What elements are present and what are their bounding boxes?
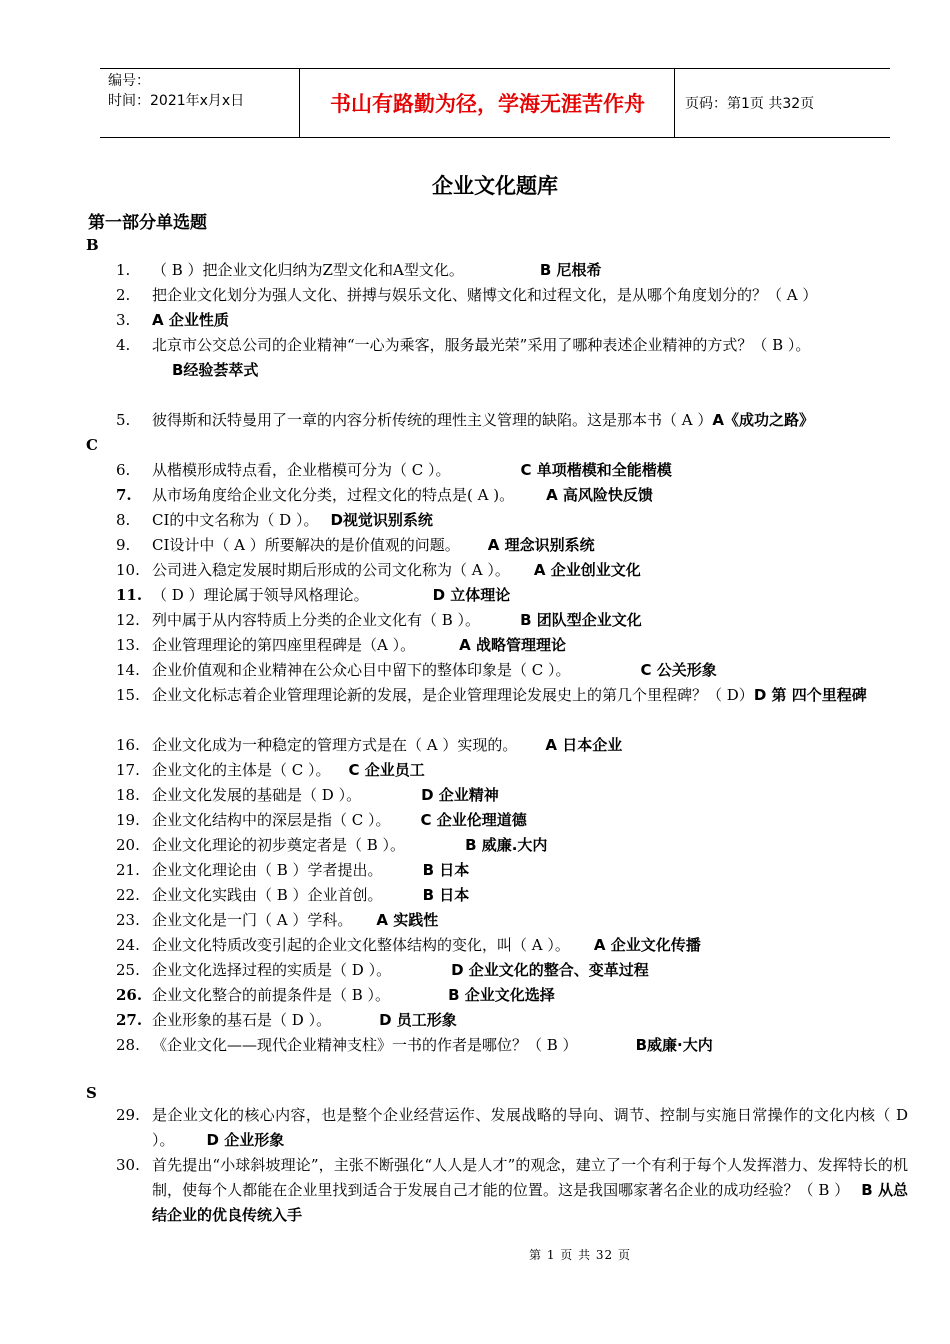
question-item <box>116 808 908 833</box>
question-item <box>116 733 908 758</box>
question-answer: B 从总结企业的优良传统入手 <box>152 1181 908 1224</box>
question-text: 公司进入稳定发展时期后形成的公司文化称为（ A ）。 <box>152 561 510 579</box>
page-footer <box>0 1246 950 1263</box>
question-number: 11. <box>116 586 143 604</box>
question-answer: A 高风险快反馈 <box>546 486 653 504</box>
question-answer: A 日本企业 <box>545 736 623 754</box>
question-answer: D 员工形象 <box>379 1011 457 1029</box>
code-label: 编号： <box>108 73 150 89</box>
question-number: 17. <box>116 761 140 779</box>
question-answer: A《成功之路》 <box>712 411 814 429</box>
question-number: 7. <box>116 486 132 504</box>
question-item <box>116 1153 908 1228</box>
question-number: 13. <box>116 636 140 654</box>
question-item <box>116 308 908 333</box>
question-number: 27. <box>116 1011 143 1029</box>
question-item <box>116 483 908 508</box>
question-number: 14. <box>116 661 140 679</box>
header-meta-cell <box>100 69 300 137</box>
question-number: 12. <box>116 611 140 629</box>
question-text: 企业文化理论由（ B ）学者提出。 <box>152 861 383 879</box>
question-item <box>116 1103 908 1153</box>
question-item <box>116 1008 908 1033</box>
question-item <box>116 258 908 283</box>
question-text: 企业价值观和企业精神在公众心目中留下的整体印象是（ C ）。 <box>152 661 571 679</box>
question-item <box>116 833 908 858</box>
question-number: 29. <box>116 1106 140 1124</box>
question-text: 企业文化结构中的深层是指（ C ）。 <box>152 811 391 829</box>
question-text: 企业文化成为一种稳定的管理方式是在（ A ）实现的。 <box>152 736 518 754</box>
question-item <box>116 908 908 933</box>
question-text: 企业管理理论的第四座里程碑是（A ）。 <box>152 636 416 654</box>
question-answer: B 尼根希 <box>539 261 602 279</box>
question-text: 首先提出“小球斜坡理论”，主张不断强化“人人是人才”的观念，建立了一个有利于每个人发挥潜力、发挥特长的机制，使每个人都能在企业里找到适合于发展自己才能的位置。这是我国哪家著名企业的成功经验？（ B ） <box>152 1156 908 1199</box>
page-header <box>100 68 890 138</box>
question-answer: C 企业员工 <box>348 761 425 779</box>
question-text: 是企业文化的核心内容，也是整个企业经营运作、发展战略的导向、调节、控制与实施日常操作的文化内核（ D ）。 <box>152 1106 908 1149</box>
question-item <box>116 558 908 583</box>
question-number: 5. <box>116 411 131 429</box>
question-item <box>116 608 908 633</box>
question-text: 企业文化发展的基础是（ D ）。 <box>152 786 362 804</box>
question-item <box>116 458 908 483</box>
question-text: 彼得斯和沃特曼用了一章的内容分析传统的理性主义管理的缺陷。这是那本书（ A ） <box>152 411 713 429</box>
question-text: 北京市公交总公司的企业精神“一心为乘客，服务最光荣”采用了哪种表述企业精神的方式？（ B ）。 <box>152 336 811 354</box>
question-answer: C 单项楷模和全能楷模 <box>520 461 672 479</box>
question-answer: B 威廉.大内 <box>465 836 548 854</box>
question-answer: C 公关形象 <box>640 661 717 679</box>
question-number: 30. <box>116 1156 140 1174</box>
question-number: 26. <box>116 986 143 1004</box>
question-answer: A 企业文化传播 <box>593 936 701 954</box>
question-number: 3. <box>116 311 131 329</box>
document-title: 企业文化题库 <box>432 174 558 198</box>
question-answer: D 企业精神 <box>421 786 499 804</box>
question-answer: C 企业伦理道德 <box>420 811 527 829</box>
question-text: 企业文化整合的前提条件是（ B ）。 <box>152 986 391 1004</box>
question-answer: A 实践性 <box>376 911 439 929</box>
question-item <box>116 858 908 883</box>
question-item <box>116 583 908 608</box>
question-number: 4. <box>116 336 131 354</box>
question-answer: D视觉识别系统 <box>330 511 433 529</box>
question-text: 企业文化标志着企业管理理论新的发展，是企业管理理论发展史上的第几个里程碑？（ D） <box>152 686 754 704</box>
question-item <box>116 758 908 783</box>
question-answer: A 战略管理理论 <box>459 636 566 654</box>
question-text: 从楷模形成特点看，企业楷模可分为（ C ）。 <box>152 461 451 479</box>
question-number: 1. <box>116 261 131 279</box>
question-number: 6. <box>116 461 131 479</box>
question-item <box>116 633 908 658</box>
question-number: 22. <box>116 886 140 904</box>
question-answer: D 企业形象 <box>206 1131 285 1149</box>
question-item <box>116 533 908 558</box>
group-letter-s: S <box>86 1084 97 1102</box>
question-item <box>116 683 908 708</box>
question-answer: B经验荟萃式 <box>172 361 259 379</box>
question-number: 16. <box>116 736 140 754</box>
question-item <box>116 508 908 533</box>
question-item <box>116 408 908 433</box>
question-number: 23. <box>116 911 140 929</box>
motto: 书山有路勤为径，学海无涯苦作舟 <box>301 69 675 137</box>
question-number: 19. <box>116 811 140 829</box>
question-answer: A 企业性质 <box>152 311 229 329</box>
question-number: 10. <box>116 561 140 579</box>
question-answer: B 日本 <box>422 886 470 904</box>
question-answer: B 企业文化选择 <box>448 986 555 1004</box>
question-answer: B威廉·大内 <box>635 1036 713 1054</box>
question-number: 9. <box>116 536 131 554</box>
question-answer: D 立体理论 <box>432 586 511 604</box>
question-text: 企业文化特质改变引起的企业文化整体结构的变化，叫（ A ）。 <box>152 936 570 954</box>
page-count: 页码：第1页 共32页 <box>685 96 815 112</box>
question-text: 企业形象的基石是（ D ）。 <box>152 1011 332 1029</box>
question-number: 2. <box>116 286 131 304</box>
question-text: CI的中文名称为（ D ）。 <box>152 511 319 529</box>
question-text: 企业文化理论的初步奠定者是（ B ）。 <box>152 836 406 854</box>
question-item <box>116 983 908 1008</box>
question-item <box>116 658 908 683</box>
question-text: 企业文化选择过程的实质是（ D ）。 <box>152 961 392 979</box>
group-letter-c: C <box>86 436 98 454</box>
question-number: 8. <box>116 511 131 529</box>
question-item <box>116 1033 908 1058</box>
question-item <box>116 333 908 383</box>
question-text: 企业文化是一门（ A ）学科。 <box>152 911 353 929</box>
question-text: 列中属于从内容特质上分类的企业文化有（ B ）。 <box>152 611 481 629</box>
question-text: CI设计中（ A ）所要解决的是价值观的问题。 <box>152 536 460 554</box>
question-item <box>116 883 908 908</box>
question-text: （ B ）把企业文化归纳为Z型文化和A型文化。 <box>152 261 464 279</box>
section-heading: 第一部分单选题 <box>88 213 207 233</box>
question-number: 15. <box>116 686 140 704</box>
question-item <box>116 958 908 983</box>
question-answer: B 日本 <box>422 861 470 879</box>
question-number: 24. <box>116 936 140 954</box>
question-text: 从市场角度给企业文化分类，过程文化的特点是( A )。 <box>152 486 515 504</box>
question-answer: A 企业创业文化 <box>533 561 641 579</box>
question-answer: A 理念识别系统 <box>487 536 595 554</box>
group-letter-b: B <box>86 236 99 254</box>
question-answer: B 团队型企业文化 <box>520 611 642 629</box>
question-answer: D 第 四个里程碑 <box>753 686 867 704</box>
question-text: 企业文化实践由（ B ）企业首创。 <box>152 886 383 904</box>
question-number: 25. <box>116 961 140 979</box>
question-number: 28. <box>116 1036 140 1054</box>
question-text: （ D ）理论属于领导风格理论。 <box>152 586 369 604</box>
question-text: 《企业文化——现代企业精神支柱》一书的作者是哪位？（ B ） <box>152 1036 578 1054</box>
question-number: 18. <box>116 786 140 804</box>
question-number: 21. <box>116 861 140 879</box>
question-text: 把企业文化划分为强人文化、拼搏与娱乐文化、赌博文化和过程文化，是从哪个角度划分的？（ A ） <box>152 286 818 304</box>
question-item <box>116 783 908 808</box>
question-item <box>116 933 908 958</box>
question-number: 20. <box>116 836 140 854</box>
time-label: 时间：2021年x月x日 <box>108 93 245 109</box>
question-item <box>116 283 908 308</box>
question-text: 企业文化的主体是（ C ）。 <box>152 761 331 779</box>
footer-page-number: 第 1 页 共 32 页 <box>529 1248 631 1262</box>
question-answer: D 企业文化的整合、变革过程 <box>451 961 649 979</box>
